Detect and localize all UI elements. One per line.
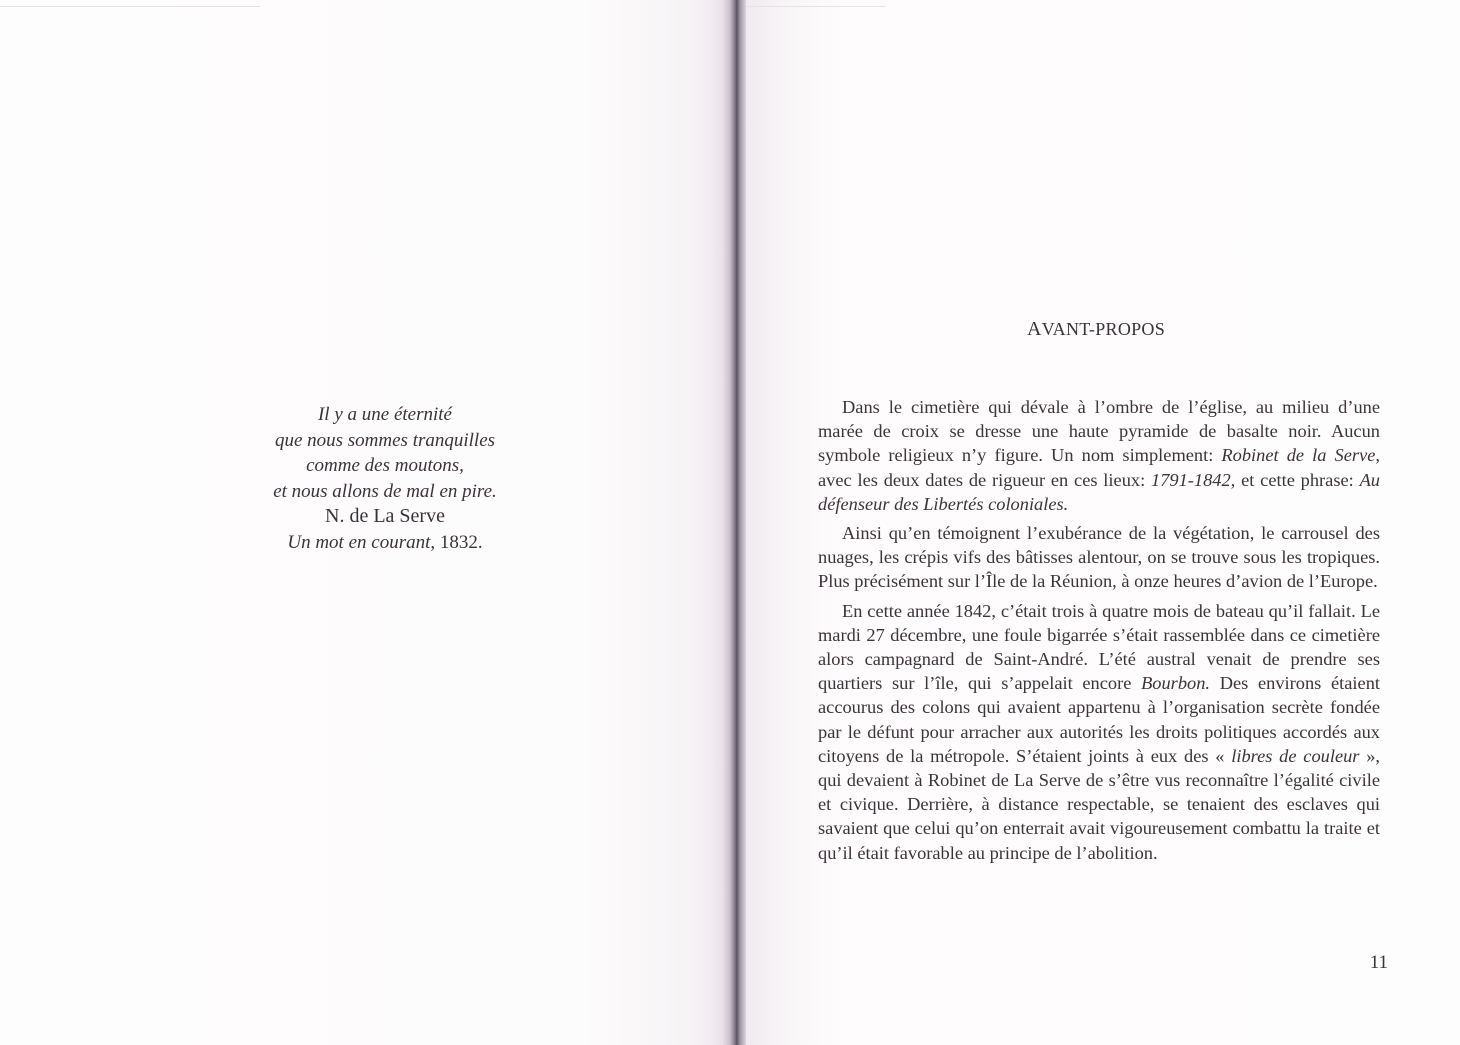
paragraph-text: Ainsi qu’en témoignent l’exubérance de la végétation, le carrousel des nuages, les crépis vifs des bâtisses alentour, on se trouve sous les tropiques. Plus précisément sur l’Île de la Réunion, à onze heures d’avion de l’Europe. xyxy=(818,523,1380,592)
paragraph-text: avec les deux dates de rigueur en ces lieux: xyxy=(818,469,1151,490)
paragraph-italic: Bourbon. xyxy=(1141,673,1211,694)
chapter-title-initial: A xyxy=(1026,318,1042,340)
paragraph-text: Dans le cimetière qui dévale à l’ombre de l’église, au milieu d’une marée de croix se dresse une haute pyramide de basalte noir. Aucun symbole religieux n’y figure. Un nom simplement: xyxy=(818,397,1380,466)
paragraph-italic: libres de couleur xyxy=(1231,745,1360,766)
chapter-title xyxy=(1026,318,1166,341)
paragraph-italic: Au défenseur des Libertés coloniales. xyxy=(818,469,1380,514)
paragraph xyxy=(818,395,1380,516)
paragraph-text: et cette phrase: xyxy=(1235,469,1360,490)
paragraph-text: Des environs étaient accourus des colons qui avaient appartenu à l’organisation secrète fondée par le défunt pour arracher aux autorités les droits politiques accordés aux citoyens de la métropole. S’étaient joints à eux des « xyxy=(818,673,1380,766)
page-number: 11 xyxy=(1369,952,1388,973)
epigraph-line: comme des moutons, xyxy=(306,455,464,476)
right-page xyxy=(746,0,1460,1045)
epigraph-line: Il y a une éternité xyxy=(317,404,452,425)
epigraph xyxy=(250,402,520,555)
left-page xyxy=(0,0,722,1045)
paragraph xyxy=(818,599,1380,865)
epigraph-line: et nous allons de mal en pire. xyxy=(273,480,497,502)
epigraph-source-title: Un mot en courant xyxy=(287,531,431,553)
paragraph-text: », qui devaient à Robinet de La Serve de s’être vus reconnaître l’égalité civile et civique. Derrière, à distance respectable, se tenaient des esclaves qui savaient que celui qu’on enterrait avait vigoureusement combattu la traite et qu’il était favorable au principe de l’abolition. xyxy=(818,745,1381,863)
paragraph-italic: 1791-1842, xyxy=(1151,469,1236,490)
chapter-title-rest: VANT-PROPOS xyxy=(1041,319,1166,339)
epigraph-author: N. de La Serve xyxy=(325,505,445,527)
page-edge-rule xyxy=(0,6,260,7)
paragraph xyxy=(818,521,1380,594)
paragraph-text: En cette année 1842, c’était trois à quatre mois de bateau qu’il fallait. Le mardi 27 décembre, une foule bigarrée s’était rassemblée dans ce cimetière alors campagnard de Saint-André. L’été austral venait de prendre ses quartiers sur l’île, qui s’appelait encore xyxy=(818,600,1380,694)
body-text xyxy=(818,395,1380,870)
epigraph-source xyxy=(250,530,520,556)
paragraph-italic: Robinet de la Serve, xyxy=(1221,445,1380,466)
epigraph-line: que nous sommes tranquilles xyxy=(274,429,496,451)
page-edge-rule xyxy=(746,6,886,7)
epigraph-source-year: , 1832. xyxy=(430,531,483,553)
